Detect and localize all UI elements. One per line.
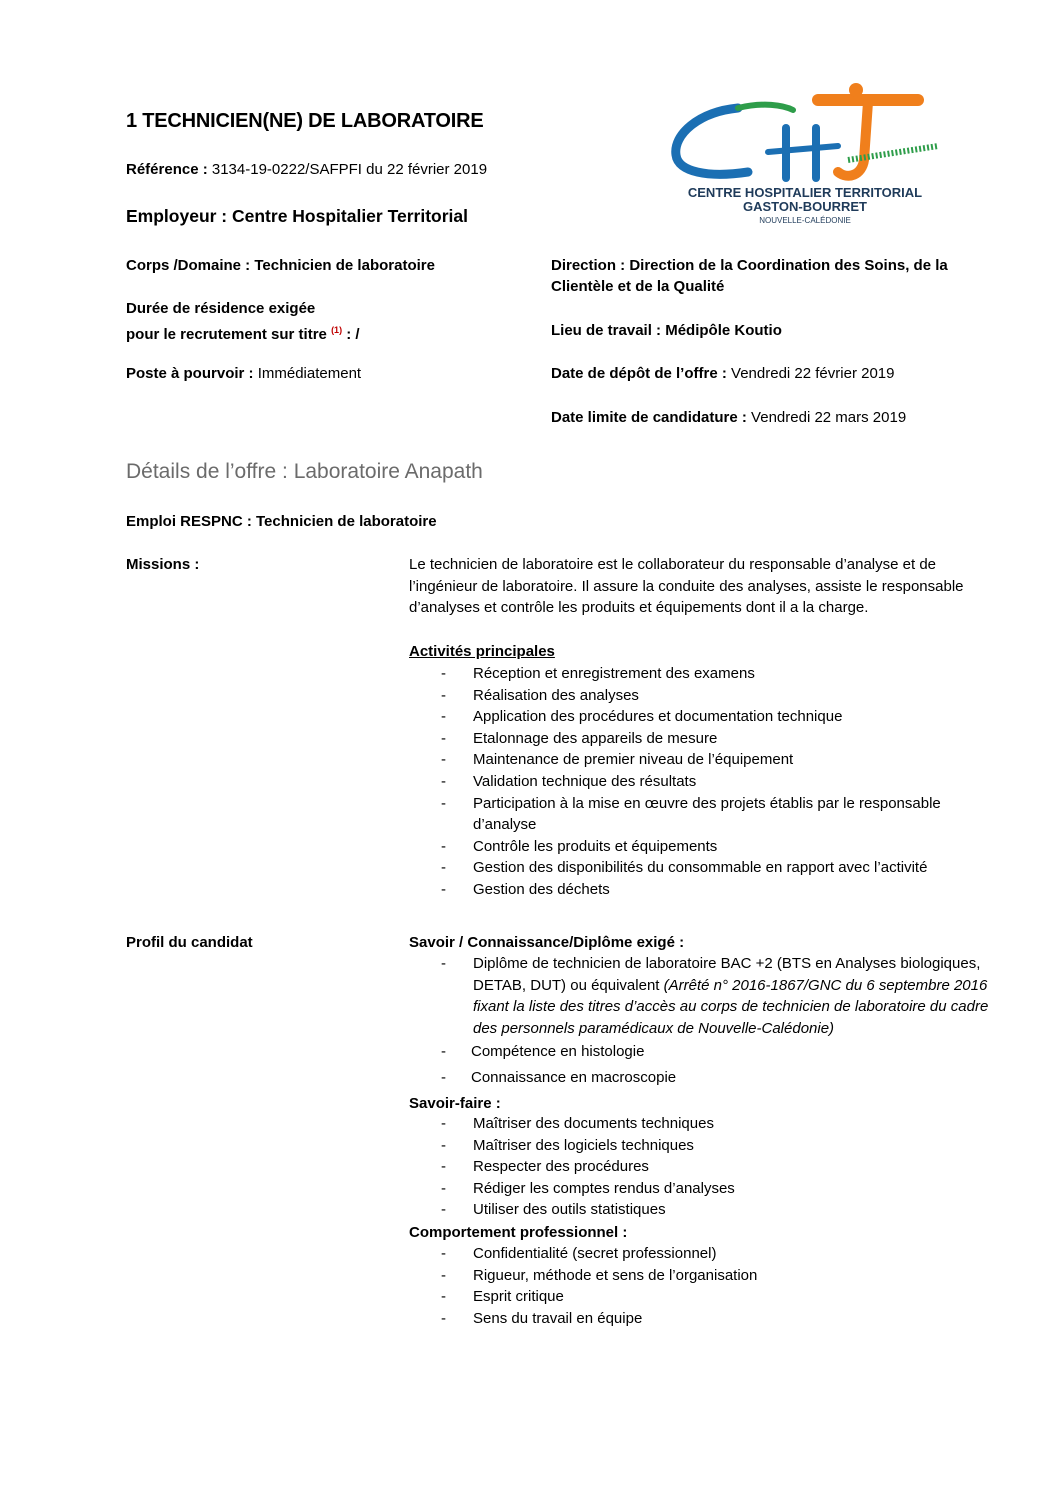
savoir-faire-title: Savoir-faire :	[409, 1095, 501, 1112]
reference	[126, 159, 487, 181]
duree-value: : /	[342, 326, 360, 343]
list-item: - Sens du travail en équipe	[441, 1309, 643, 1327]
logo-line2: GASTON-BOURRET	[743, 199, 867, 214]
savoir-list	[441, 953, 1011, 1089]
list-item: - Etalonnage des appareils de mesure	[441, 729, 718, 747]
missions-line: d’analyses et contrôle les produits et équipements dont il a la charge.	[409, 599, 869, 617]
cht-logo	[668, 80, 943, 230]
section-title: Détails de l’offre : Laboratoire Anapath	[126, 460, 483, 483]
list-item: - Maintenance de premier niveau de l’équipement	[441, 751, 794, 769]
date-depot	[551, 363, 894, 385]
activites-list	[441, 663, 1001, 901]
savoir-title: Savoir / Connaissance/Diplôme exigé :	[409, 934, 685, 951]
date-depot-label: Date de dépôt de l’offre :	[551, 365, 727, 382]
poste-a-pourvoir	[126, 363, 361, 385]
duree-label: pour le recrutement sur titre	[126, 326, 327, 343]
list-item: - Réalisation des analyses	[441, 686, 639, 704]
logo-line1: CENTRE HOSPITALIER TERRITORIAL	[687, 185, 923, 200]
missions-line: Le technicien de laboratoire est le collaborateur du responsable d’analyse et de	[409, 556, 937, 573]
lieu-de-travail: Lieu de travail : Médipôle Koutio	[551, 322, 782, 339]
date-limite-label: Date limite de candidature :	[551, 409, 747, 426]
diplome-text: Diplôme de technicien de laboratoire BAC +2 (BTS en Analyses biologiques, DETAB, DUT) ou équivalent	[473, 955, 981, 994]
direction-line2: Clientèle et de la Qualité	[551, 278, 725, 295]
date-depot-value: Vendredi 22 février 2019	[726, 365, 895, 382]
footnote-marker: (1)	[331, 325, 343, 335]
list-item: - Gestion des déchets	[441, 880, 610, 898]
list-item: - Rigueur, méthode et sens de l’organisation	[441, 1266, 758, 1284]
list-item: - Contrôle les produits et équipements	[441, 837, 718, 855]
page-title: 1 TECHNICIEN(NE) DE LABORATOIRE	[126, 110, 484, 132]
list-item: - Maîtriser des documents techniques	[441, 1115, 714, 1132]
missions-text	[409, 554, 964, 619]
reference-label: Référence :	[126, 161, 208, 178]
list-item: - Application des procédures et documentation technique	[441, 708, 843, 726]
poste-value: Immédiatement	[253, 365, 362, 382]
list-item: - Rédiger les comptes rendus d’analyses	[441, 1179, 735, 1197]
profil-label: Profil du candidat	[126, 934, 253, 951]
emploi-respnc: Emploi RESPNC : Technicien de laboratoire	[126, 513, 437, 530]
missions-line: l’ingénieur de laboratoire. Il assure la conduite des analyses, assiste le responsable	[409, 577, 964, 595]
diplome-arrete: (Arrêté n° 2016-1867/GNC du 6 septembre 2016 fixant la liste des titres d’accès au corps de technicien de laboratoire du cadre des personnels paramédicaux de Nouvelle-Calédonie)	[473, 976, 989, 1037]
corps-domaine: Corps /Domaine : Technicien de laboratoire	[126, 257, 435, 274]
list-item: - Diplôme de technicien de laboratoire BAC +2 (BTS en Analyses biologiques, DETAB, DUT) ou équivalent (Arrêté n° 2016-1867/GNC du 6 septembre 2016 fixant la liste des titres d’accès au corps de technicien de laboratoire du cadre des personnels paramédicaux de Nouvelle-Calédonie)	[441, 955, 989, 1037]
duree-line1: Durée de résidence exigée	[126, 300, 316, 317]
list-item: - Esprit critique	[441, 1288, 564, 1306]
list-item: - Réception et enregistrement des examens	[441, 665, 755, 682]
date-limite	[551, 407, 906, 429]
date-limite-value: Vendredi 22 mars 2019	[746, 409, 907, 426]
duree-line2	[126, 320, 360, 346]
list-item: - Connaissance en macroscopie	[441, 1068, 677, 1086]
comportement-title: Comportement professionnel :	[409, 1224, 628, 1241]
list-item: - Participation à la mise en œuvre des projets établis par le responsable d’analyse	[441, 794, 941, 834]
savoir-faire-list	[441, 1113, 1001, 1221]
employer: Employeur : Centre Hospitalier Territorial	[126, 206, 468, 226]
activites-title: Activités principales	[409, 643, 555, 660]
cht-logo-graphic	[668, 80, 943, 230]
list-item: - Respecter des procédures	[441, 1158, 649, 1176]
list-item: - Compétence en histologie	[441, 1043, 645, 1061]
reference-value: 3134-19-0222/SAFPFI du 22 février 2019	[207, 161, 488, 178]
list-item: - Maîtriser des logiciels techniques	[441, 1136, 694, 1154]
list-item: - Validation technique des résultats	[441, 772, 697, 790]
list-item: - Utiliser des outils statistiques	[441, 1201, 666, 1219]
comportement-list	[441, 1243, 1001, 1329]
list-item: - Confidentialité (secret professionnel)	[441, 1245, 717, 1262]
direction-line1: Direction : Direction de la Coordination des Soins, de la	[551, 257, 948, 274]
logo-line3: NOUVELLE-CALÉDONIE	[759, 216, 851, 225]
poste-label: Poste à pourvoir :	[126, 365, 254, 382]
list-item: - Gestion des disponibilités du consommable en rapport avec l’activité	[441, 859, 928, 877]
missions-label: Missions :	[126, 556, 200, 573]
